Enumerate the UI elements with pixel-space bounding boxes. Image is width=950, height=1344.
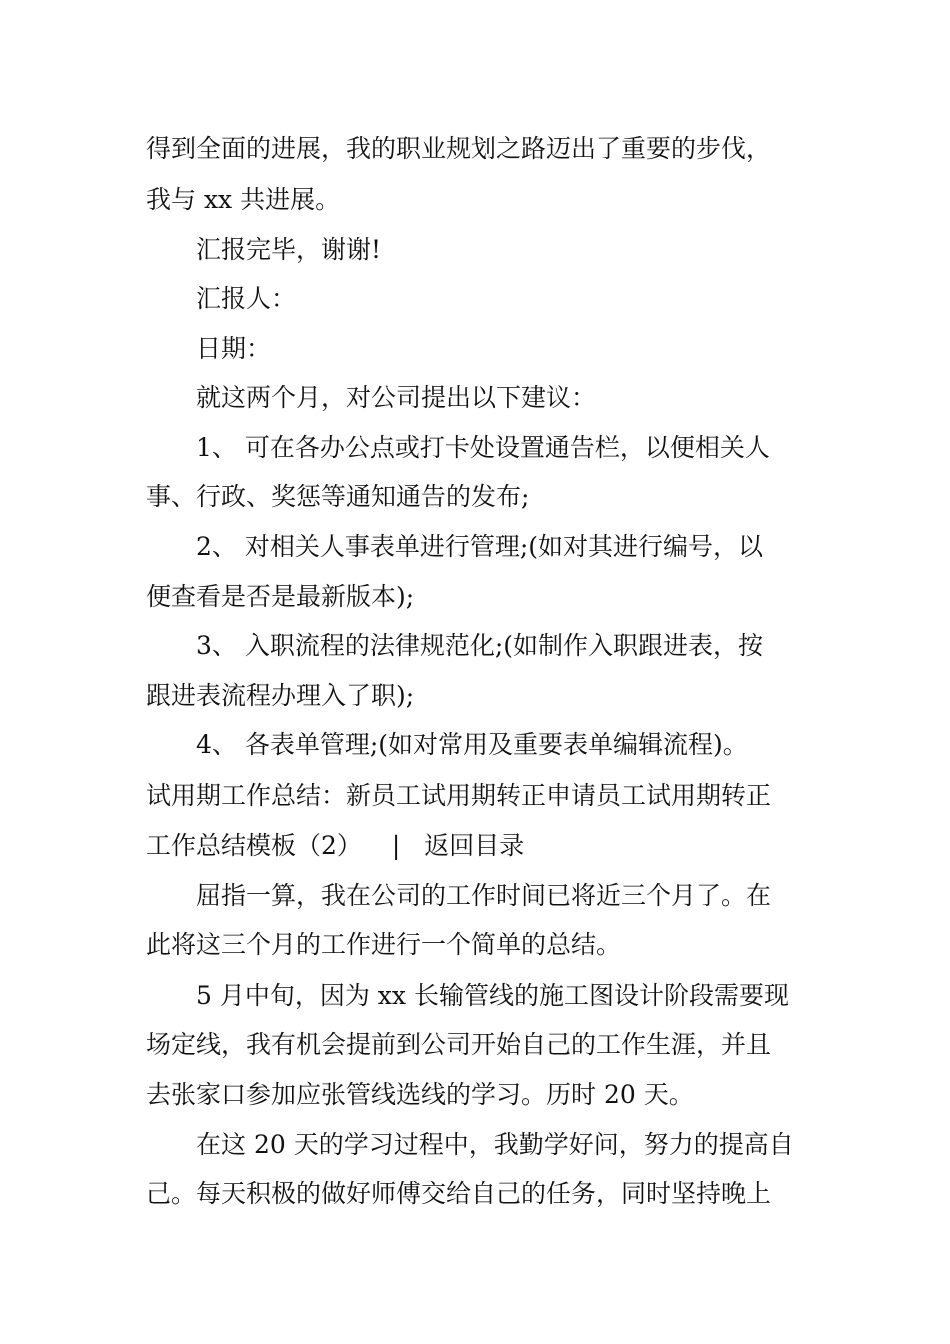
suggestion-item-3-cont: 跟进表流程办理入了职); bbox=[146, 681, 415, 710]
paragraph-line: 得到全面的进展，我的职业规划之路迈出了重要的步伐， bbox=[146, 134, 772, 163]
paragraph-line: 屈指一算，我在公司的工作时间已将近三个月了。在 bbox=[196, 881, 772, 910]
suggestion-item-2: 2、 对相关人事表单进行管理;(如对其进行编号，以 bbox=[196, 532, 764, 561]
paragraph-line: 在这 20 天的学习过程中，我勤学好问，努力的提高自 bbox=[196, 1130, 794, 1159]
section-heading-tail: 工作总结模板（2） bbox=[146, 831, 362, 860]
section-heading-cont bbox=[146, 826, 524, 866]
closing-line: 汇报完毕，谢谢! bbox=[196, 235, 382, 264]
suggestion-item-2-cont: 便查看是否是最新版本); bbox=[146, 582, 415, 611]
suggestion-item-1: 1、 可在各办公点或打卡处设置通告栏，以便相关人 bbox=[196, 433, 770, 462]
suggestion-item-3: 3、 入职流程的法律规范化;(如制作入职跟进表，按 bbox=[196, 631, 764, 660]
back-to-contents-link[interactable]: 返回目录 bbox=[424, 831, 525, 860]
paragraph-line: 我与 xx 共进展。 bbox=[146, 185, 341, 214]
paragraph-line: 己。每天积极的做好师傅交给自己的任务，同时坚持晚上 bbox=[146, 1179, 772, 1208]
paragraph-line: 场定线，我有机会提前到公司开始自己的工作生涯，并且 bbox=[146, 1030, 772, 1059]
reporter-line: 汇报人： bbox=[196, 284, 297, 313]
section-heading: 试用期工作总结：新员工试用期转正申请员工试用期转正 bbox=[146, 781, 772, 810]
suggestion-item-4: 4、 各表单管理;(如对常用及重要表单编辑流程)。 bbox=[196, 730, 748, 759]
paragraph-line: 去张家口参加应张管线选线的学习。历时 20 天。 bbox=[146, 1080, 694, 1109]
suggestion-item-1-cont: 事、行政、奖惩等通知通告的发布; bbox=[146, 482, 530, 511]
heading-separator: | bbox=[391, 831, 401, 860]
paragraph-line: 此将这三个月的工作进行一个简单的总结。 bbox=[146, 930, 622, 959]
date-line: 日期： bbox=[196, 334, 272, 363]
paragraph-line: 5 月中旬，因为 xx 长输管线的施工图设计阶段需要现 bbox=[196, 981, 789, 1010]
suggestions-intro: 就这两个月，对公司提出以下建议： bbox=[196, 383, 597, 412]
